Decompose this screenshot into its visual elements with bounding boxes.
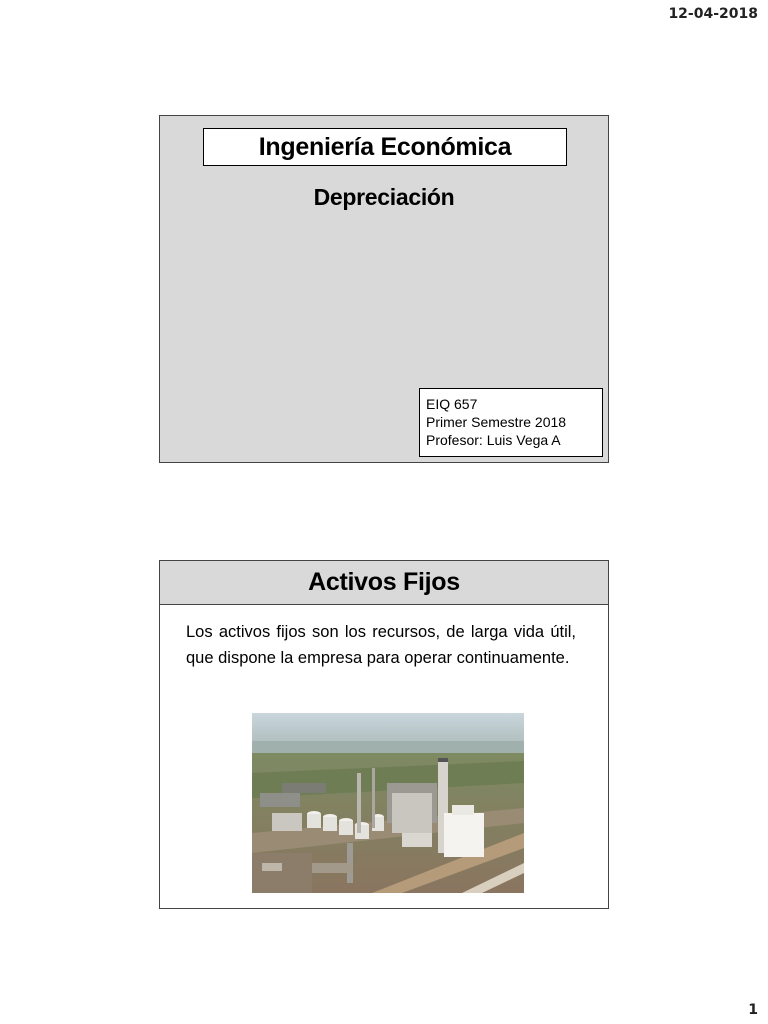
page-date: 12-04-2018: [668, 6, 758, 22]
industrial-plant-illustration: [252, 713, 524, 893]
title-slide: [159, 115, 609, 463]
course-professor: Profesor: Luis Vega A: [426, 432, 561, 448]
slide-body-text: Los activos fijos son los recursos, de larga vida útil, que dispone la empresa para operar continuamente.: [186, 623, 576, 667]
course-semester: Primer Semestre 2018: [426, 414, 567, 430]
slide-subtitle: Depreciación: [313, 184, 455, 210]
slide-title: Ingeniería Económica: [203, 128, 567, 166]
page-number: 1: [748, 1002, 758, 1018]
industrial-plant-photo: [252, 713, 524, 893]
content-slide: [159, 560, 609, 909]
course-info-box: [419, 388, 603, 457]
course-code: EIQ 657: [426, 396, 478, 412]
slide-heading: Activos Fijos: [160, 561, 608, 605]
